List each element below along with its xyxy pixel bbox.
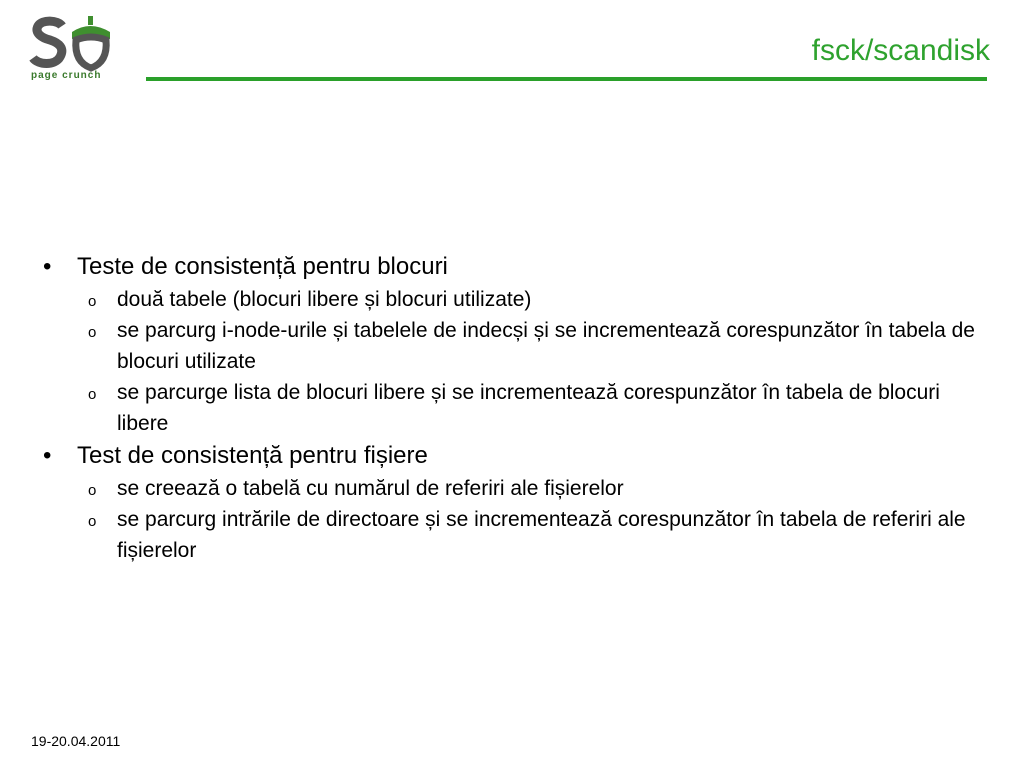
sub-bullet-circle-icon: o <box>88 324 97 341</box>
bullet-text: Test de consistență pentru fișiere <box>77 442 428 469</box>
sub-bullet-item <box>0 315 1023 377</box>
sub-bullet-text: se parcurg intrările de directoare și se incrementează corespunzător în tabela de referiri ale fișierelor <box>117 508 966 562</box>
logo-text: page crunch <box>31 70 102 81</box>
slide-content <box>0 252 1023 566</box>
sub-bullet-text: se parcurg i-node-urile și tabelele de indecși și se incrementează corespunzător în tabela de blocuri utilizate <box>117 319 975 373</box>
footer-date: 19-20.04.2011 <box>31 733 121 749</box>
slide-title: fsck/scandisk <box>811 34 990 67</box>
bullet-dot-icon: • <box>43 442 52 469</box>
sub-bullet-text: două tabele (blocuri libere și blocuri utilizate) <box>117 288 532 311</box>
acorn-logo-icon <box>28 12 120 76</box>
sub-bullet-text: se creează o tabelă cu numărul de referiri ale fișierelor <box>117 477 624 500</box>
sub-bullet-circle-icon: o <box>88 293 97 310</box>
sub-bullet-circle-icon: o <box>88 513 97 530</box>
sub-bullet-item <box>0 504 1023 566</box>
bullet-item <box>0 252 1023 282</box>
bullet-dot-icon: • <box>43 253 52 280</box>
bullet-item <box>0 441 1023 471</box>
sub-bullet-item <box>0 284 1023 315</box>
sub-bullet-circle-icon: o <box>88 386 97 403</box>
sub-bullet-item <box>0 377 1023 439</box>
sub-bullet-item <box>0 473 1023 504</box>
title-divider <box>146 77 987 81</box>
sub-bullet-circle-icon: o <box>88 482 97 499</box>
bullet-text: Teste de consistență pentru blocuri <box>77 253 448 280</box>
sub-bullet-text: se parcurge lista de blocuri libere și se incrementează corespunzător în tabela de blocuri libere <box>117 381 940 435</box>
